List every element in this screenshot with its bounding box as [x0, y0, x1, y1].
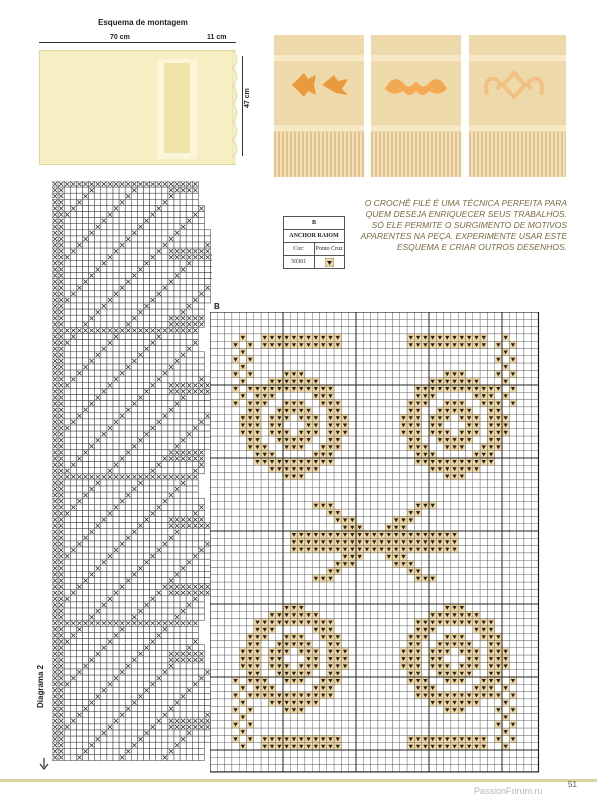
- diagram-b-label: B: [214, 302, 220, 311]
- page-number: 51: [568, 780, 577, 789]
- towel-scallop-edge: [232, 50, 242, 164]
- towel-diagram: [39, 50, 206, 165]
- color-key-table: [283, 216, 345, 269]
- key-title: B: [311, 220, 316, 226]
- diagram-2-label: Diagrama 2: [36, 664, 45, 708]
- key-stitch-swatch: [314, 256, 345, 268]
- key-brand: ANCHOR RAIOM: [284, 229, 344, 242]
- arrow-down-icon: [38, 758, 50, 770]
- dimension-line-edge: [204, 42, 236, 43]
- photo-motif-3: [477, 65, 551, 105]
- key-col-color: Cor:: [293, 246, 305, 252]
- photo-motif-1: [282, 65, 356, 105]
- towel-motif-inner: [164, 63, 190, 153]
- intro-quote: O CROCHÊ FILÉ É UMA TÉCNICA PERFEITA PARA QUEM DESEJA ENRIQUECER SEUS TRABALHOS. SÓ ELE PERMITE O SURGIMENTO DE MOTIVOS APARENTES NA PEÇA. EXPERIMENTE USAR ESTE ESQUEMA E CRIAR OUTROS DESENHOS.: [360, 198, 567, 252]
- dimension-label-height: 47 cm: [244, 88, 251, 108]
- photo-towel-3: [469, 35, 566, 177]
- photo-strip: [274, 35, 566, 177]
- watermark: PassionForum.ru: [474, 786, 543, 796]
- photo-towel-1: [274, 35, 364, 177]
- diagram-2-grid: [52, 181, 212, 766]
- scheme-title: Esquema de montagem: [98, 18, 188, 27]
- footer-rule: [0, 779, 597, 782]
- dimension-label-edge: 11 cm: [207, 34, 227, 41]
- diagram-b-grid: [210, 312, 540, 778]
- photo-towel-2: [371, 35, 461, 177]
- dimension-line-main: [39, 42, 204, 43]
- cross-stitch-mark-icon: [325, 258, 334, 267]
- photo-motif-2: [379, 65, 453, 105]
- key-header-row: [284, 242, 344, 255]
- key-color-code: 50301: [291, 259, 307, 265]
- dimension-label-main: 70 cm: [110, 34, 130, 41]
- key-data-row: [284, 255, 344, 268]
- key-col-stitch: Ponto Cruz: [314, 243, 345, 255]
- dimension-line-height: [242, 56, 243, 156]
